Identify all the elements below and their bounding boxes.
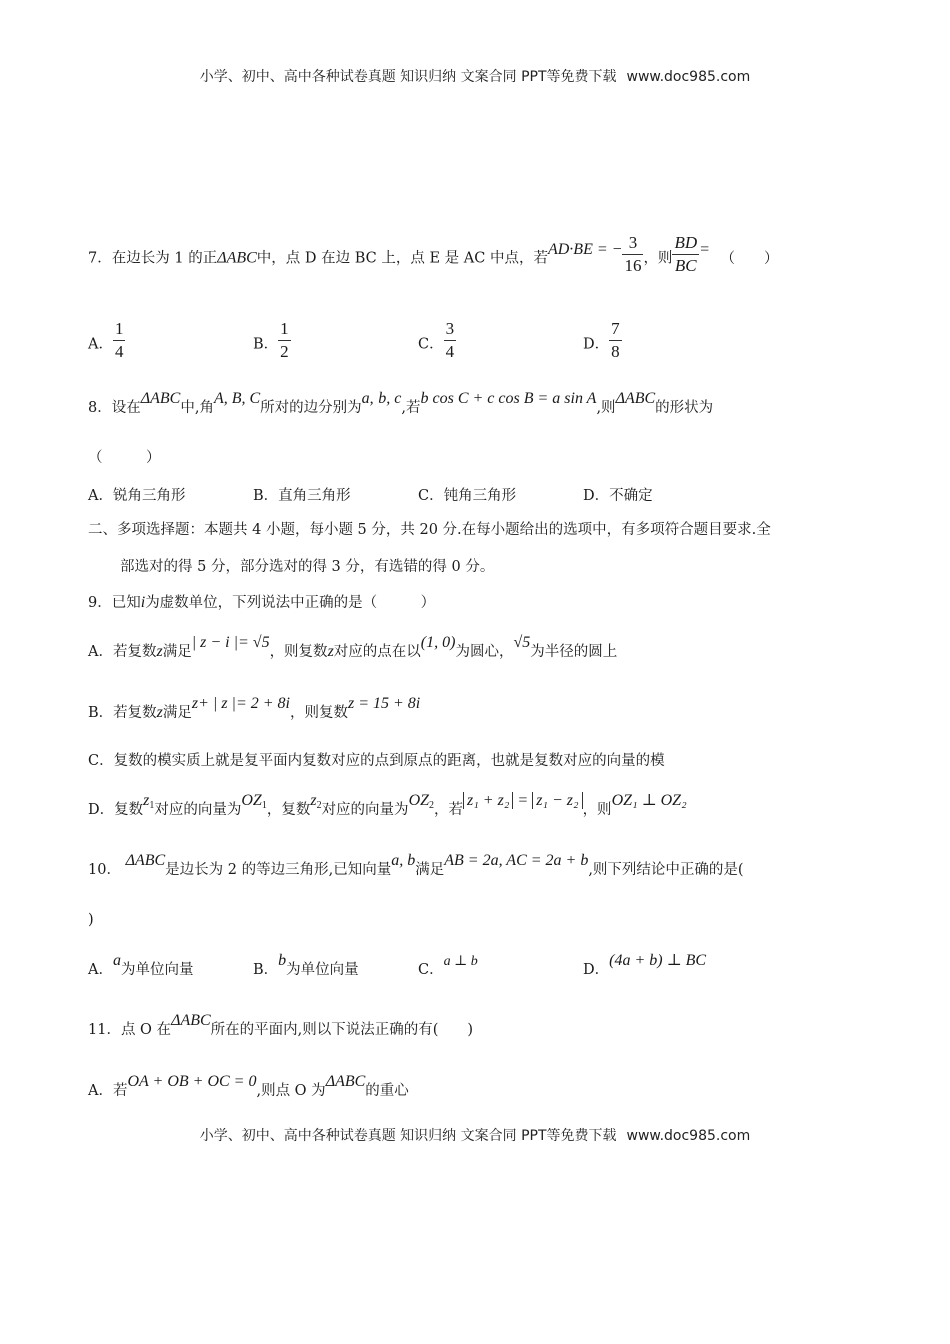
q9-option-a[interactable]: A．若复数z满足| z − i |= √5，则复数z对应的点在以(1, 0)为圆心，√5为半径的圆上 xyxy=(88,634,618,660)
q8-option-c[interactable]: C．钝角三角形 xyxy=(418,488,517,504)
q10-close-paren: ) xyxy=(88,912,94,928)
q9-option-d[interactable]: D．复数$z_1$对应的向量为$OZ_1$，复数$z_2$对应的向量为$OZ_2$，若z₁ + z₂ = z₁ − z₂，则OZ₁ ⊥ OZ₂ xyxy=(88,792,687,818)
q10-option-c[interactable]: C．a ⊥ b xyxy=(418,954,478,978)
q7-option-a[interactable]: A． $\frac{1}{4}$ xyxy=(88,319,124,361)
q7-dot-product: AD·BE = − xyxy=(547,240,623,258)
header-url[interactable]: www.doc985.com xyxy=(626,69,751,85)
q7-ratio: $\frac{BD}{BC}$ xyxy=(674,233,698,275)
q7-fraction: $\frac{3}{16}$ xyxy=(624,233,642,275)
q7-answer-blank: （ ） xyxy=(720,250,779,267)
footer-url[interactable]: www.doc985.com xyxy=(626,1128,751,1144)
question-8: 8．设在ΔABC中,角A, B, C所对的边分别为a, b, c,若b cos C + c cos B = a sin A,则ΔABC的形状为 xyxy=(88,390,714,416)
q8-option-d[interactable]: D．不确定 xyxy=(583,488,653,504)
q7-option-b[interactable]: B． $\frac{1}{2}$ xyxy=(253,319,289,361)
question-7: 7．在边长为 1 的正ΔABC中，点 D 在边 BC 上，点 E 是 AC 中点，若AD·BE = − $\frac{3}{16}$ ，则 $\frac{BD}{BC}$ = （ ） xyxy=(88,233,779,275)
q8-option-a[interactable]: A．锐角三角形 xyxy=(88,488,186,504)
q9-option-b[interactable]: B．若复数z满足z+ | z |= 2 + 8i，则复数z = 15 + 8i xyxy=(88,695,421,721)
question-10: 10． ΔABC是边长为 2 的等边三角形,已知向量a, b满足AB = 2a, AC = 2a + b,则下列结论中正确的是( xyxy=(88,852,744,878)
question-9: 9．已知i为虚数单位，下列说法中正确的是（ ） xyxy=(88,594,436,611)
q7-text: 在边长为 xyxy=(111,250,170,267)
question-11: 11．点 O 在ΔABC所在的平面内,则以下说法正确的有( ) xyxy=(88,1012,474,1038)
q10-option-d[interactable]: D．(4a + b) ⊥ BC xyxy=(583,952,707,978)
q7-triangle: ΔABC xyxy=(217,249,257,267)
q9-option-c[interactable]: C．复数的模实质上就是复平面内复数对应的点到原点的距离，也就是复数对应的向量的模 xyxy=(88,753,665,769)
section-2-heading: 二、多项选择题：本题共 4 小题，每小题 5 分，共 20 分.在每小题给出的选项中，有多项符合题目要求.全 xyxy=(88,522,771,538)
header-banner xyxy=(0,66,950,86)
section-2-instructions: 部选对的得 5 分，部分选对的得 3 分，有选错的得 0 分。 xyxy=(120,559,495,575)
q8-condition: b cos C + c cos B = a sin A xyxy=(420,390,597,407)
q7-option-d[interactable]: D． $\frac{7}{8}$ xyxy=(583,319,620,361)
q10-option-b[interactable]: B．b为单位向量 xyxy=(253,952,359,978)
footer-text: 小学、初中、高中各种试卷真题 知识归纳 文案合同 PPT等免费下载 xyxy=(199,1128,617,1144)
q8-option-b[interactable]: B．直角三角形 xyxy=(253,488,351,504)
q7-number: 7． xyxy=(88,250,112,267)
q10-option-a[interactable]: A．a为单位向量 xyxy=(88,952,194,978)
q8-answer-blank: （ ） xyxy=(88,450,161,466)
header-text: 小学、初中、高中各种试卷真题 知识归纳 文案合同 PPT等免费下载 xyxy=(199,69,617,85)
q11-option-a[interactable]: A．若OA + OB + OC = 0,则点 O 为ΔABC的重心 xyxy=(88,1073,409,1099)
q7-option-c[interactable]: C． $\frac{3}{4}$ xyxy=(418,319,455,361)
footer-banner xyxy=(0,1125,950,1145)
q8-number: 8． xyxy=(88,400,112,416)
